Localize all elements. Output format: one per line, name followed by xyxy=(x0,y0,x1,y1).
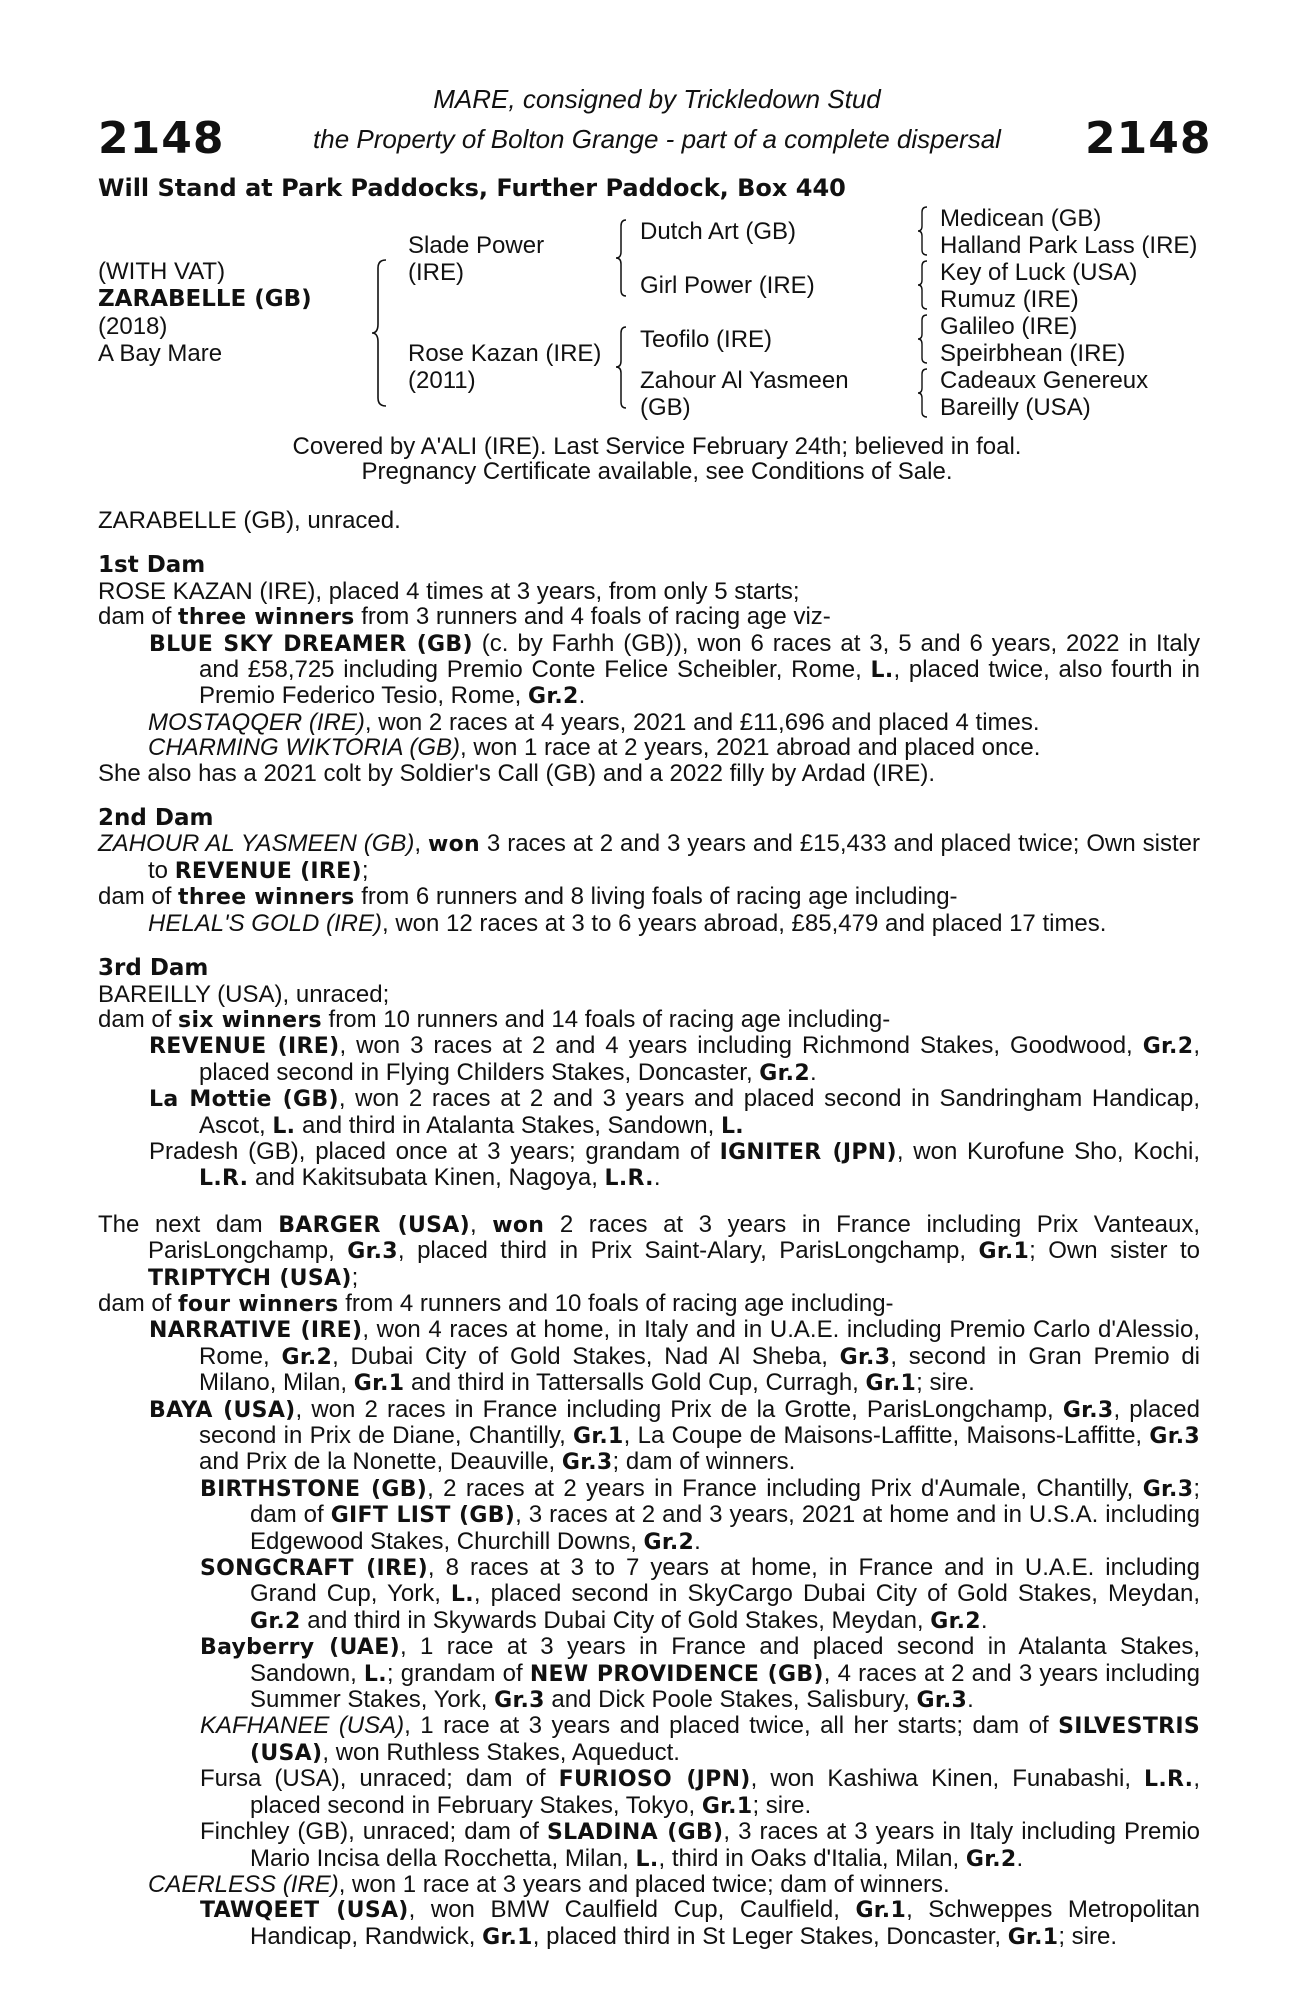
great-grandparent-4: Rumuz (IRE) xyxy=(940,286,1079,313)
horse-description: A Bay Mare xyxy=(98,340,223,367)
dam-produce-summary: dam of three winners from 3 runners and 4 foals of racing age viz- xyxy=(98,603,831,631)
section-heading-2nd-dam: 2nd Dam xyxy=(98,805,214,832)
produce-entry: REVENUE (IRE), won 3 races at 2 and 4 years including Richmond Stakes, Goodwood, Gr.2, placed second in Flying Childers Stakes, Doncaster, Gr.2. xyxy=(149,1032,1200,1086)
dam-name: Rose Kazan (IRE) xyxy=(408,340,602,367)
produce-entry: Bayberry (UAE), 1 race at 3 years in France and placed second in Atalanta Stakes, Sandown, L.; grandam of NEW PROVIDENCE (GB), 4 races at 2 and 3 years including Summer Stakes, York, Gr.3 and Dick Poole Stakes, Salisbury, Gr.3. xyxy=(200,1633,1201,1714)
foaling-year: (2018) xyxy=(98,313,168,340)
great-grandparent-3: Key of Luck (USA) xyxy=(940,259,1138,286)
grandsire-1: Dutch Art (GB) xyxy=(640,218,797,245)
sire-name: Slade Power xyxy=(408,232,545,259)
third-dam-record: BAREILLY (USA), unraced; xyxy=(98,980,390,1008)
produce-entry: NARRATIVE (IRE), won 4 races at home, in Italy and in U.A.E. including Premio Carlo d'Alessio, Rome, Gr.2, Dubai City of Gold Stakes, Nad Al Sheba, Gr.3, second in Gran Premio di Milano, Milan, Gr.1 and third in Tattersalls Gold Cup, Curragh, Gr.1; sire. xyxy=(149,1316,1200,1397)
produce-entry: Pradesh (GB), placed once at 3 years; grandam of IGNITER (JPN), won Kurofune Sho, Kochi, L.R. and Kakitsubata Kinen, Nagoya, L.R.. xyxy=(149,1137,1200,1192)
catalogue-body xyxy=(98,508,1200,1950)
grandsire-2: Teofilo (IRE) xyxy=(640,326,773,353)
dam-additional-produce: She also has a 2021 colt by Soldier's Call (GB) and a 2022 filly by Ardad (IRE). xyxy=(98,759,936,787)
section-heading-1st-dam: 1st Dam xyxy=(98,552,206,579)
produce-entry: Fursa (USA), unraced; dam of FURIOSO (JPN), won Kashiwa Kinen, Funabashi, L.R., placed second in February Stakes, Tokyo, Gr.1; sire. xyxy=(200,1765,1200,1819)
second-dam-record: ZAHOUR AL YASMEEN (GB), won 3 races at 2 and 3 years and £15,433 and placed twice; Own sister to REVENUE (IRE); xyxy=(98,830,1200,884)
great-grandparent-7: Cadeaux Genereux xyxy=(940,367,1149,394)
great-grandparent-8: Bareilly (USA) xyxy=(940,394,1091,421)
brace-main xyxy=(372,258,392,408)
third-dam-produce-summary: dam of six winners from 10 runners and 14 foals of racing age including- xyxy=(98,1005,891,1033)
produce-entry: HELAL'S GOLD (IRE), won 12 races at 3 to 6 years abroad, £85,479 and placed 17 times. xyxy=(148,909,1107,937)
produce-entry: CAERLESS (IRE), won 1 race at 3 years and placed twice; dam of winners. xyxy=(148,1870,950,1898)
vat-note: (WITH VAT) xyxy=(98,258,226,285)
great-grandparent-1: Medicean (GB) xyxy=(940,205,1102,232)
brace-ggs-3 xyxy=(918,313,930,365)
great-grandparent-5: Galileo (IRE) xyxy=(940,313,1078,340)
granddam-2: Zahour Al Yasmeen xyxy=(640,367,849,394)
stand-location: Will Stand at Park Paddocks, Further Paddock, Box 440 xyxy=(98,174,846,202)
granddam-1: Girl Power (IRE) xyxy=(640,272,815,299)
fourth-dam-record: The next dam BARGER (USA), won 2 races at 3 years in France including Prix Vanteaux, ParisLongchamp, Gr.3, placed third in Prix Saint-Alary, ParisLongchamp, Gr.1; Own sister to TRIPTYCH (USA); xyxy=(98,1210,1200,1291)
horse-name: ZARABELLE (GB) xyxy=(98,286,312,312)
sire-origin: (IRE) xyxy=(408,259,464,286)
produce-entry: KAFHANEE (USA), 1 race at 3 years and placed twice, all her starts; dam of SILVESTRIS (USA), won Ruthless Stakes, Aqueduct. xyxy=(200,1712,1200,1766)
produce-entry: Finchley (GB), unraced; dam of SLADINA (GB), 3 races at 3 years in Italy including Premio Mario Incisa della Rocchetta, Milan, L., third in Oaks d'Italia, Milan, Gr.2. xyxy=(200,1818,1200,1872)
brace-ggs-4 xyxy=(918,367,930,419)
granddam-2-origin: (GB) xyxy=(640,394,691,421)
fourth-dam-produce-summary: dam of four winners from 4 runners and 10 foals of racing age including- xyxy=(98,1289,894,1317)
covering-note: Covered by A'ALI (IRE). Last Service February 24th; believed in foal. xyxy=(292,433,1022,460)
brace-ggs-1 xyxy=(918,205,930,257)
produce-entry: MOSTAQQER (IRE), won 2 races at 4 years, 2021 and £11,696 and placed 4 times. xyxy=(148,708,1040,736)
pregnancy-note: Pregnancy Certificate available, see Conditions of Sale. xyxy=(361,458,953,485)
horse-race-record: ZARABELLE (GB), unraced. xyxy=(98,507,401,534)
dam-year: (2011) xyxy=(408,367,476,394)
produce-entry: BAYA (USA), won 2 races in France including Prix de la Grotte, ParisLongchamp, Gr.3, placed second in Prix de Diane, Chantilly, Gr.1, La Coupe de Maisons-Laffitte, Maisons-Laffitte, Gr.3 and Prix de la Nonette, Deauville, Gr.3; dam of winners. xyxy=(149,1395,1200,1476)
brace-ggs-2 xyxy=(918,259,930,311)
produce-entry: La Mottie (GB), won 2 races at 2 and 3 years and placed second in Sandringham Handicap, Ascot, L. and third in Atalanta Stakes, Sandown, L. xyxy=(149,1085,1201,1139)
produce-entry: TAWQEET (USA), won BMW Caulfield Cup, Caulfield, Gr.1, Schweppes Metropolitan Handicap, Randwick, Gr.1, placed third in St Leger Stakes, Doncaster, Gr.1; sire. xyxy=(200,1896,1200,1950)
produce-entry: BIRTHSTONE (GB), 2 races at 2 years in France including Prix d'Aumale, Chantilly, Gr.3; dam of GIFT LIST (GB), 3 races at 2 and 3 years, 2021 at home and in U.S.A. including Edgewood Stakes, Churchill Downs, Gr.2. xyxy=(200,1474,1200,1555)
great-grandparent-6: Speirbhean (IRE) xyxy=(940,340,1126,367)
produce-entry: SONGCRAFT (IRE), 8 races at 3 to 7 years at home, in France and in U.A.E. including Grand Cup, York, L., placed second in SkyCargo Dubai City of Gold Stakes, Meydan, Gr.2 and third in Skywards Dubai City of Gold Stakes, Meydan, Gr.2. xyxy=(200,1554,1200,1634)
section-heading-3rd-dam: 3rd Dam xyxy=(98,955,209,982)
vendor-line: the Property of Bolton Grange - part of a complete dispersal xyxy=(313,124,1001,154)
brace-sire xyxy=(616,218,630,298)
second-dam-produce-summary: dam of three winners from 6 runners and 8 living foals of racing age including- xyxy=(98,883,958,911)
sale-heading: MARE, consigned by Trickledown Stud xyxy=(433,84,881,114)
produce-entry: CHARMING WIKTORIA (GB), won 1 race at 2 years, 2021 abroad and placed once. xyxy=(148,734,1041,762)
brace-dam xyxy=(616,325,630,410)
dam-record: ROSE KAZAN (IRE), placed 4 times at 3 years, from only 5 starts; xyxy=(98,577,800,605)
great-grandparent-2: Halland Park Lass (IRE) xyxy=(940,232,1198,259)
lot-number-left: 2148 xyxy=(98,113,225,164)
lot-number-right: 2148 xyxy=(1085,113,1212,164)
produce-entry: BLUE SKY DREAMER (GB) (c. by Farhh (GB)), won 6 races at 3, 5 and 6 years, 2022 in Italy and £58,725 including Premio Conte Felice Scheibler, Rome, L., placed twice, also fourth in Premio Federico Tesio, Rome, Gr.2. xyxy=(149,629,1200,710)
